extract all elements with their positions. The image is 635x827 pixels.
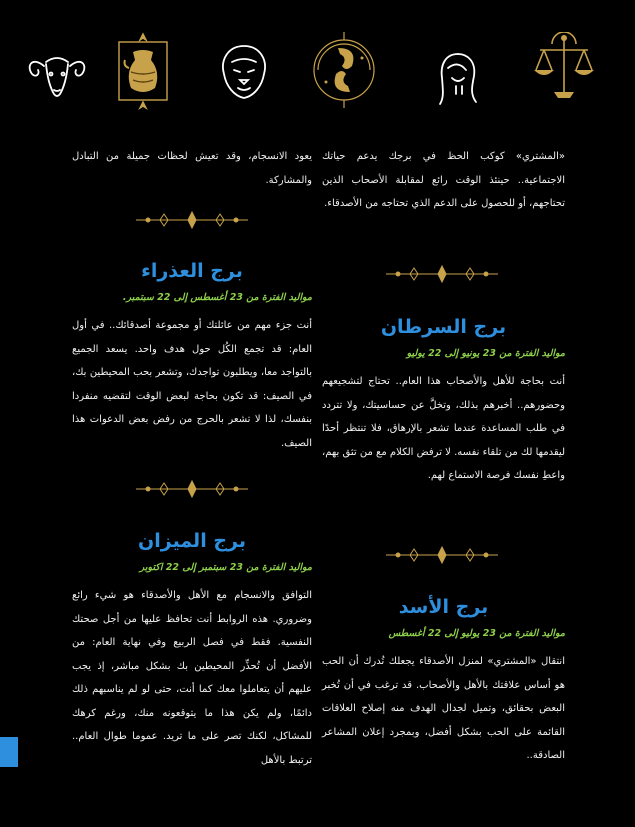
- pisces-fish-icon: [312, 30, 376, 110]
- zodiac-icon-row: [0, 30, 635, 110]
- ornament-divider: [134, 208, 250, 232]
- leo-lion-icon: [218, 42, 270, 102]
- cancer-dates: مواليد الفترة من 23 يونيو إلى 22 يوليو: [406, 348, 565, 359]
- ornament-divider: [384, 262, 500, 286]
- intro-paragraph: «المشتري» كوكب الحظ في برجك يدعم حياتك الاجتماعية.. حينئذ الوقت رائع لمقابلة الأصحاب الذين تحتاجهم، أو للحصول على الدعم الذي تحتاجه من الأصدقاء.: [322, 151, 565, 209]
- libra-body: التوافق والانسجام مع الأهل والأصدقاء هو شيء رائع وضروري. هذه الروابط أنت تحافظ عليها من أجل صحتك النفسية. فقط في فصل الربيع وفي نهاية العام: من الأفضل أن تُحذِّر المحيطين بك بشكل مباشر، إذ يجب عليهم أن يتعاملوا معك كما أنت، حتى لو لم يناسبهم ذلك دائمًا، ولم يكن هذا ما يتوقعونه منك، ورغم كرهك للمشاكل، لكنك تصر على ما تريد. عموما طوال العام.. ترتبط بالأهل: [72, 590, 312, 766]
- aquarius-urn-icon: [115, 32, 171, 110]
- leo-title: برج الأسد: [398, 596, 489, 618]
- leo-dates: مواليد الفترة من 23 يوليو إلى 22 أغسطس: [388, 628, 565, 639]
- page-marker: [0, 737, 18, 767]
- cancer-title: برج السرطان: [380, 316, 507, 338]
- aries-ram-icon: [24, 44, 90, 102]
- virgo-dates: مواليد الفترة من 23 أغسطس إلى 22 سبتمبر.: [122, 292, 312, 303]
- libra-title: برج الميزان: [138, 530, 246, 552]
- ornament-divider: [134, 477, 250, 501]
- virgo-body: أنت جزء مهم من عائلتك أو مجموعة أصدقائك.. في أول العام: قد تجمع الكُل حول هدف واحد. يسعد الجميع بالتواجد معا، ويطلبون تواجدك، وتشعر بحب المحيطين بك، في الصيف: قد تكون بحاجة لبعض الوقت لتقضيه منفردا بنفسك، لذا لا تشعر بالحرج من رفض بعض الدعوات هذا الصيف.: [72, 320, 312, 449]
- cancer-body: أنت بحاجة للأهل والأصحاب هذا العام.. تحتاج لتشجيعهم وحضورهم.. أخبرهم بذلك، وتخلَّ عن حساسيتك، ولا تتردد في طلب المساعدة عندما تشعر بالإرهاق، فلا تنتظر أحدًا ليقدمها لك من تلقاء نفسه. لا ترفض الكلام مع من تثق بهم، واعطِ نفسك فرصة الاستماع لهم.: [322, 376, 565, 481]
- ornament-divider: [384, 543, 500, 567]
- virgo-title: برج العذراء: [141, 260, 243, 282]
- virgo-maiden-icon: [436, 50, 480, 106]
- libra-scales-icon: [532, 32, 596, 106]
- libra-dates: مواليد الفترة من 23 سبتمبر إلى 22 اكتوبر: [139, 562, 312, 573]
- intro-paragraph: يعود الانسجام، وقد تعيش لحظات جميلة من التبادل والمشاركة.: [72, 151, 312, 186]
- leo-body: انتقال «المشتري» لمنزل الأصدقاء يجعلك تُدرك أن الحب هو أساس علاقتك بالأهل والأصحاب. قد ترغب في أن تُخبر البعض بحقائق، وتميل لجدال الهدف منه إصلاح العلاقات القائمة على الحب بشكل أفضل، وبمجرد إعلان المشاعر الصادقة..: [322, 656, 565, 761]
